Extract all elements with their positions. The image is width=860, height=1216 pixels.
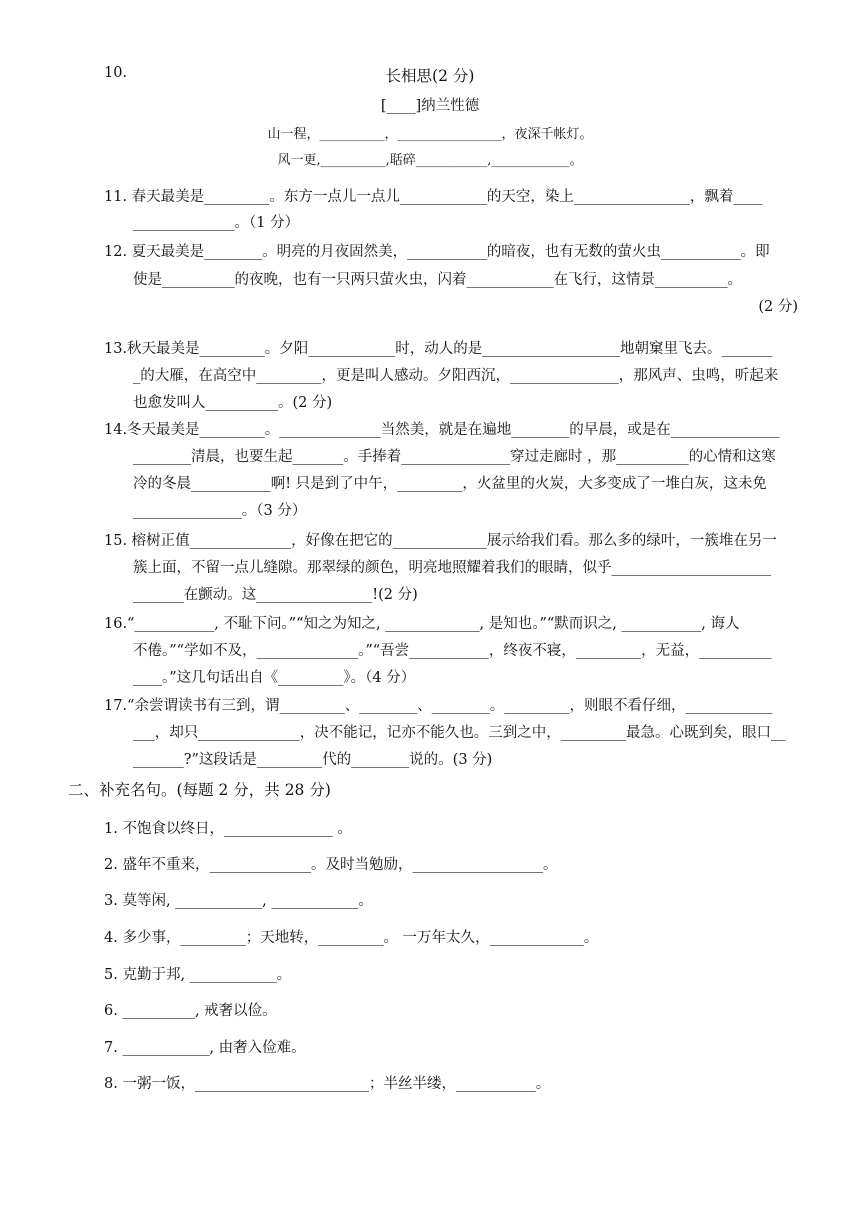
famous-line-item: 5. 克勤于邦, ____________。 bbox=[104, 967, 292, 983]
famous-line-item: 4. 多少事，_________；天地转，_________。 一万年太久，_____________。 bbox=[104, 930, 599, 946]
question-15-line-3: _______在颤动。这________________!(2 分) bbox=[133, 587, 418, 603]
question-14-line-1: 14.冬天最美是_________。______________当然美，就是在遍地________的早晨，或是在_______________ bbox=[104, 422, 780, 438]
question-12-line-1: 12. 夏天最美是________。明亮的月夜固然美，___________的暗夜，也有无数的萤火虫___________。即 bbox=[104, 244, 770, 260]
question-13-line-3: 也愈发叫人__________。(2 分) bbox=[133, 395, 333, 411]
question-10-number: 10. bbox=[104, 65, 128, 81]
question-12-line-2: 使是__________的夜晚，也有一只两只萤火虫，闪着____________在飞行，这情景__________。 bbox=[133, 272, 742, 288]
question-16-line-2: 不倦。”“学如不及，______________。”“吾尝___________，终夜不寝，_________，无益，__________ bbox=[133, 643, 772, 659]
question-11-line-2: ______________。（1 分） bbox=[133, 215, 300, 231]
question-16-line-3: ____。”这几句话出自《_________》。（4 分） bbox=[133, 670, 416, 686]
question-17-line-1: 17.“余尝谓读书有三到，谓_________、________、________。_________，则眼不看仔细，____________ bbox=[104, 698, 773, 714]
question-13-line-2: _的大雁，在高空中_________，更是叫人感动。夕阳西沉，_______________，那风声、虫鸣，听起来 bbox=[133, 368, 779, 384]
question-14-line-2: ________清晨，也要生起_______。手捧着_______________穿过走廊时 ，那__________的心情和这寒 bbox=[133, 449, 776, 465]
question-15-line-1: 15. 榕树正值______________，好像在把它的_____________展示给我们看。那么多的绿叶，一簇堆在另一 bbox=[104, 533, 777, 549]
question-12-score: (2 分) bbox=[758, 299, 798, 315]
question-14-line-3: 冷的冬晨___________啊! 只是到了中午，_________，火盆里的火炭，大多变成了一堆白灰，这未免 bbox=[133, 476, 767, 492]
poem-author: [____]纳兰性德 bbox=[380, 98, 480, 114]
famous-line-item: 2. 盛年不重来，______________。及时当勉励，__________________。 bbox=[104, 857, 558, 873]
question-13-line-1: 13.秋天最美是_________。夕阳____________时，动人的是___________________地朝窠里飞去。_______ bbox=[104, 341, 773, 357]
poem-line-2: 风一更,__________,聒碎___________,____________。 bbox=[277, 153, 583, 168]
famous-line-item: 1. 不饱食以终日，_______________ 。 bbox=[104, 821, 352, 837]
question-16-line-1: 16.“___________, 不耻下问。”“知之为知之, _____________, 是知也。”“默而识之, ___________, 诲人 bbox=[104, 616, 740, 632]
section-2-heading: 二、补充名句。(每题 2 分，共 28 分) bbox=[68, 781, 331, 799]
question-11-line-1: 11. 春天最美是_________。东方一点儿一点儿____________的天空，染上________________，飘着____ bbox=[104, 189, 763, 205]
question-17-line-3: _______?”这段话是_________代的________说的。(3 分) bbox=[133, 752, 493, 768]
question-14-line-4: _______________。（3 分） bbox=[133, 503, 307, 519]
poem-title: 长相思(2 分) bbox=[385, 67, 475, 85]
famous-line-item: 8. 一粥一饭，________________________；半丝半缕，___________。 bbox=[104, 1076, 551, 1092]
question-15-line-2: 簇上面，不留一点儿缝隙。那翠绿的颜色，明亮地照耀着我们的眼睛，似乎______________________ bbox=[133, 560, 771, 576]
famous-line-item: 7. ____________, 由奢入俭难。 bbox=[104, 1040, 306, 1056]
famous-line-item: 3. 莫等闲, ____________, ____________。 bbox=[104, 893, 373, 909]
famous-line-item: 6. __________, 戒奢以俭。 bbox=[104, 1003, 277, 1019]
question-17-line-2: ___，却只______________，决不能记，记亦不能久也。三到之中，_________最急。心既到矣，眼口__ bbox=[133, 725, 786, 741]
poem-line-1: 山一程，__________，________________，夜深千帐灯。 bbox=[267, 127, 593, 142]
